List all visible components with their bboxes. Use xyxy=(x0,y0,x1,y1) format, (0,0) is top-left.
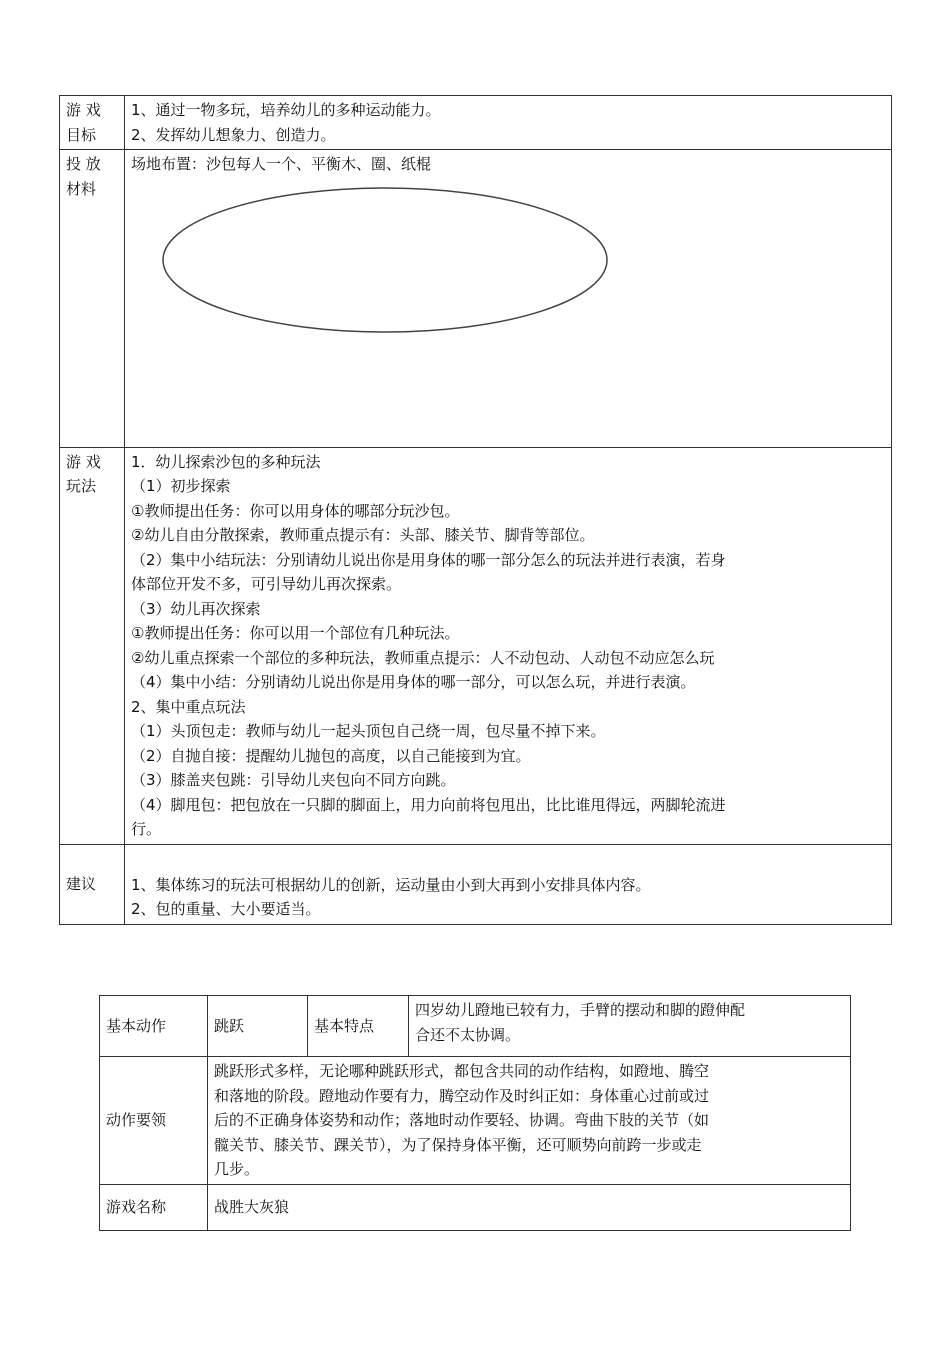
play-line: （3）幼儿再次探索 xyxy=(131,599,261,618)
play-line: （1）头顶包走：教师与幼儿一起头顶包自己绕一周，包尽量不掉下来。 xyxy=(131,722,606,740)
play-row xyxy=(60,447,892,844)
play-label-line1: 游 戏 xyxy=(66,452,101,471)
play-line: ①教师提出任务：你可以用身体的哪部分玩沙包。 xyxy=(131,501,460,520)
play-line: ②幼儿自由分散探索，教师重点提示有：头部、膝关节、脚背等部位。 xyxy=(131,526,595,544)
play-line: （2）自抛自接：提醒幼儿抛包的高度，以自己能接到为宜。 xyxy=(131,746,531,765)
materials-content xyxy=(125,150,892,448)
oval-shape xyxy=(161,187,611,337)
game-name-value: 战胜大灰狼 xyxy=(208,1184,851,1230)
play-label-line2: 玩法 xyxy=(66,477,97,495)
play-line: ②幼儿重点探索一个部位的多种玩法，教师重点提示：人不动包动、人动包不动应怎么玩 xyxy=(131,648,715,667)
materials-label-line2: 材料 xyxy=(66,179,97,198)
materials-label xyxy=(60,150,125,448)
play-line: ①教师提出任务：你可以用一个部位有几种玩法。 xyxy=(131,624,460,642)
play-content xyxy=(125,447,892,844)
materials-label-line1: 投 放 xyxy=(66,155,101,173)
suggest-line: 2、包的重量、大小要适当。 xyxy=(131,900,321,918)
basic-action-value: 跳跃 xyxy=(208,996,308,1057)
essentials-row xyxy=(100,1057,851,1185)
goal-label-line2: 目标 xyxy=(66,125,97,144)
play-line: （1）初步探索 xyxy=(131,477,231,495)
play-line: 行。 xyxy=(131,820,162,838)
play-line: 2、集中重点玩法 xyxy=(131,697,246,716)
essentials-label: 动作要领 xyxy=(100,1057,208,1185)
goal-label-line1: 游 戏 xyxy=(66,101,101,119)
goal-row xyxy=(60,96,892,150)
field-layout-diagram xyxy=(131,177,885,445)
feature-label: 基本特点 xyxy=(308,996,409,1057)
essentials-line: 几步。 xyxy=(214,1160,260,1178)
play-label xyxy=(60,447,125,844)
play-line: （2）集中小结玩法：分别请幼儿说出你是用身体的哪一部分怎么的玩法并进行表演，若身 xyxy=(131,550,726,569)
basic-action-label: 基本动作 xyxy=(100,996,208,1057)
jump-action-table xyxy=(99,995,851,1231)
game-name-label: 游戏名称 xyxy=(100,1184,208,1230)
goal-content xyxy=(125,96,892,150)
feature-content xyxy=(409,996,851,1057)
feature-line: 四岁幼儿蹬地已较有力，手臂的摆动和脚的蹬伸配 xyxy=(415,1001,746,1019)
essentials-line: 后的不正确身体姿势和动作；落地时动作要轻、协调。弯曲下肢的关节（如 xyxy=(214,1111,710,1129)
goal-label xyxy=(60,96,125,150)
activity-table xyxy=(59,95,892,925)
materials-line: 场地布置：沙包每人一个、平衡木、圈、纸棍 xyxy=(131,155,432,173)
play-line: （3）膝盖夹包跳：引导幼儿夹包向不同方向跳。 xyxy=(131,771,456,789)
goal-line: 1、通过一物多玩，培养幼儿的多种运动能力。 xyxy=(131,101,441,119)
essentials-line: 跳跃形式多样，无论哪种跳跃形式，都包含共同的动作结构，如蹬地、腾空 xyxy=(214,1062,710,1080)
suggest-content xyxy=(125,844,892,924)
suggest-line: 1、集体练习的玩法可根据幼儿的创新，运动量由小到大再到小安排具体内容。 xyxy=(131,875,651,894)
play-line: （4）集中小结：分别请幼儿说出你是用身体的哪一部分，可以怎么玩，并进行表演。 xyxy=(131,673,696,691)
materials-row xyxy=(60,150,892,448)
essentials-line: 髋关节、膝关节、踝关节），为了保持身体平衡，还可顺势向前跨一步或走 xyxy=(214,1135,702,1154)
essentials-line: 和落地的阶段。蹬地动作要有力，腾空动作及时纠正如：身体重心过前或过 xyxy=(214,1086,710,1105)
feature-line: 合还不太协调。 xyxy=(415,1025,521,1044)
play-line: 体部位开发不多，可引导幼儿再次探索。 xyxy=(131,575,402,593)
play-line: 1．幼儿探索沙包的多种玩法 xyxy=(131,452,321,471)
essentials-content xyxy=(208,1057,851,1185)
game-name-row xyxy=(100,1184,851,1230)
goal-line: 2、发挥幼儿想象力、创造力。 xyxy=(131,125,336,144)
suggest-label: 建议 xyxy=(60,844,125,924)
suggest-row xyxy=(60,844,892,924)
basic-action-row xyxy=(100,996,851,1057)
play-line: （4）脚甩包：把包放在一只脚的脚面上，用力向前将包甩出，比比谁甩得远，两脚轮流进 xyxy=(131,795,726,814)
